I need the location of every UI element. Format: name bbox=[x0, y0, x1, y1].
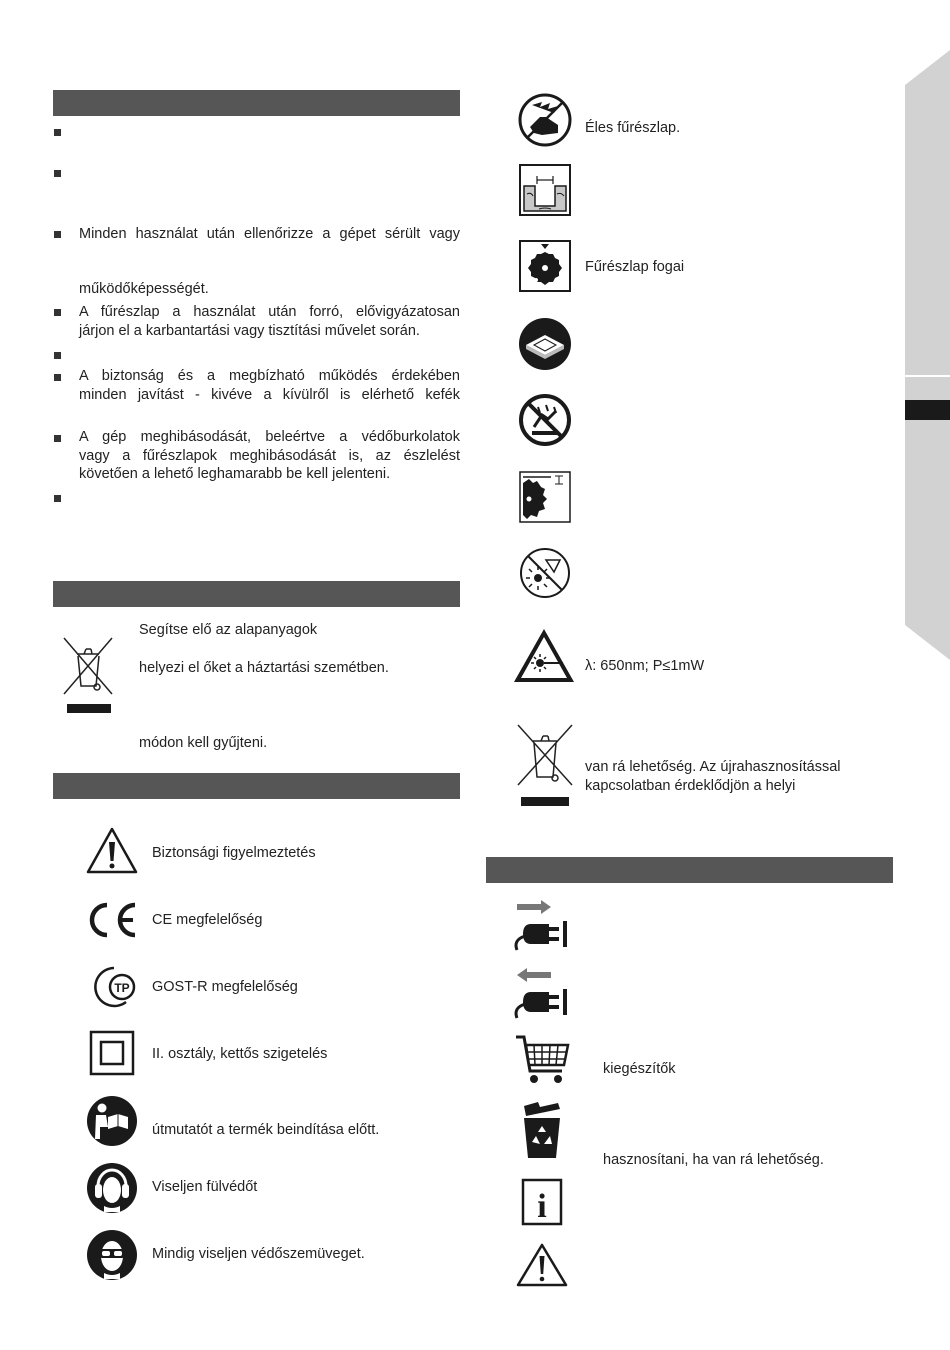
symbol-label: GOST-R megfelelőség bbox=[152, 979, 298, 995]
recycling-text: Segítse elő az alapanyagok bbox=[139, 622, 318, 638]
bullet-marker bbox=[54, 495, 61, 502]
recycle-bin-icon bbox=[518, 1100, 566, 1160]
symbol-label: kiegészítők bbox=[603, 1061, 676, 1077]
bullet-marker bbox=[54, 170, 61, 177]
read-manual-icon bbox=[86, 1095, 138, 1147]
svg-text:TP: TP bbox=[114, 981, 130, 995]
bullet-marker bbox=[54, 309, 61, 316]
symbol-label: Biztonsági figyelmeztetés bbox=[152, 845, 316, 861]
warning-triangle-icon bbox=[85, 826, 139, 876]
section-header-bar-maintenance bbox=[53, 90, 460, 116]
recycling-text: módon kell gyűjteni. bbox=[139, 735, 268, 751]
symbol-label: II. osztály, kettős szigetelés bbox=[152, 1046, 328, 1062]
no-laser-eye-icon bbox=[518, 546, 572, 600]
bullet-text: A fűrészlap a használat után forró, elővigyázatosan bbox=[79, 304, 460, 320]
symbol-label: hasznosítani, ha van rá lehetőség. bbox=[603, 1152, 824, 1168]
laser-warning-icon bbox=[511, 626, 577, 686]
plug-out-icon bbox=[511, 964, 571, 1022]
bullet-text: követően a lehető leghamarabb be kell jelenteni. bbox=[79, 466, 391, 482]
weee-text: kapcsolatban érdeklődjön a helyi bbox=[585, 778, 796, 794]
symbol-label: Fűrészlap fogai bbox=[585, 259, 685, 275]
no-wet-conditions-icon bbox=[518, 393, 572, 447]
symbol-label: Viseljen fülvédőt bbox=[152, 1179, 258, 1195]
material-board-icon bbox=[518, 317, 572, 371]
section-header-bar-recycling bbox=[53, 581, 460, 607]
bullet-text: működőképességét. bbox=[79, 281, 209, 297]
bullet-marker bbox=[54, 435, 61, 442]
bullet-text: A biztonság és a megbízható működés érdekében bbox=[79, 368, 460, 384]
bullet-text: minden javítást - kivéve a kívülről is elérhető kefék bbox=[79, 387, 460, 403]
crossed-bin-icon bbox=[515, 723, 575, 809]
bullet-marker bbox=[54, 352, 61, 359]
information-icon bbox=[521, 1178, 563, 1226]
bullet-text: A gép meghibásodását, beleértve a védőburkolatok bbox=[79, 429, 460, 445]
bullet-text: Minden használat után ellenőrizze a gépet sérült vagy bbox=[79, 226, 460, 242]
symbol-label: λ: 650nm; P≤1mW bbox=[585, 658, 705, 674]
weee-text: van rá lehetőség. Az újrahasznosítással bbox=[585, 759, 841, 775]
blade-thickness-icon bbox=[519, 471, 571, 523]
saw-blade-teeth-icon bbox=[519, 240, 571, 292]
eye-protection-icon bbox=[86, 1229, 138, 1281]
section-header-bar-symbols bbox=[53, 773, 460, 799]
section-header-bar-package bbox=[486, 857, 893, 883]
shopping-cart-icon bbox=[514, 1033, 570, 1087]
class-ii-double-square-icon bbox=[89, 1030, 135, 1076]
cutting-depth-icon bbox=[519, 164, 571, 216]
caution-triangle-icon bbox=[515, 1242, 569, 1288]
ce-mark-icon bbox=[85, 901, 139, 939]
page-edge-tab bbox=[905, 50, 950, 665]
ear-protection-icon bbox=[86, 1162, 138, 1214]
symbol-label: útmutatót a termék beindítása előtt. bbox=[152, 1122, 380, 1138]
bullet-marker bbox=[54, 374, 61, 381]
sharp-blade-hand-icon bbox=[518, 93, 572, 147]
bullet-marker bbox=[54, 231, 61, 238]
symbol-label: Mindig viseljen védőszemüveget. bbox=[152, 1246, 365, 1262]
gost-r-mark-icon bbox=[86, 964, 138, 1010]
plug-in-icon bbox=[511, 896, 571, 954]
svg-text:i: i bbox=[537, 1188, 547, 1225]
symbol-label: CE megfelelőség bbox=[152, 912, 263, 928]
recycling-text: helyezi el őket a háztartási szemétben. bbox=[139, 660, 389, 676]
bullet-marker bbox=[54, 129, 61, 136]
bullet-text: járjon el a karbantartási vagy tisztítási művelet során. bbox=[79, 323, 420, 339]
bullet-text: vagy a fűrészlapok meghibásodását is, az észlelést bbox=[79, 448, 460, 464]
symbol-label: Éles fűrészlap. bbox=[585, 120, 681, 136]
crossed-bin-icon bbox=[60, 636, 116, 716]
